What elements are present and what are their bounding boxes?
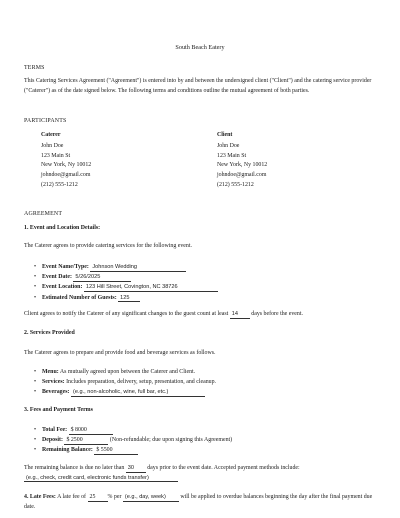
late-fee-percent-field[interactable]: 25 <box>88 494 108 502</box>
deposit-label: Deposit: <box>42 437 63 444</box>
client-street: 123 Main St <box>217 152 247 159</box>
client-block <box>217 131 337 191</box>
participants-heading: PARTICIPANTS <box>24 118 67 124</box>
late-fees-pre: A late fee of <box>57 494 87 500</box>
guest-notice-post: days before the event. <box>251 311 303 317</box>
section1-heading: 1. Event and Location Details: <box>24 225 101 231</box>
terms-heading: TERMS <box>24 65 45 71</box>
services-text: Includes preparation, delivery, setup, presentation, and cleanup. <box>66 379 216 386</box>
balance-due-post: days prior to the event date. Accepted payment methods include: <box>147 465 300 471</box>
payment-methods-field[interactable]: (e.g., check, credit card, electronic funds transfer) <box>24 475 178 483</box>
caterer-label: Caterer <box>41 132 61 138</box>
list-item <box>24 445 382 455</box>
services-list <box>24 367 382 398</box>
client-email: johndoe@gmail.com <box>217 172 267 179</box>
list-item <box>24 435 382 445</box>
late-fees-post: will be applied to overdue balances beginning the day after the final payment due date. <box>24 494 373 510</box>
caterer-block <box>41 131 161 191</box>
guest-count-label: Estimated Number of Guests: <box>42 294 117 301</box>
list-item <box>24 367 382 377</box>
guest-notice-text <box>24 310 382 319</box>
menu-label: Menu: <box>42 369 59 375</box>
event-name-label: Event Name/Type: <box>42 264 89 270</box>
fees-list <box>24 425 382 456</box>
notice-days-field[interactable]: 14 <box>230 311 250 319</box>
section2-heading: 2. Services Provided <box>24 330 75 336</box>
caterer-email: johndoe@gmail.com <box>41 172 91 179</box>
services-label: Services: <box>42 379 65 386</box>
event-location-label: Event Location: <box>42 284 83 291</box>
list-item <box>24 282 382 292</box>
caterer-name: John Doe <box>41 142 64 149</box>
event-name-field[interactable]: Johnson Wedding <box>90 264 186 272</box>
list-item <box>24 377 382 387</box>
remaining-balance-field[interactable]: $ 5500 <box>94 447 138 455</box>
menu-text: As mutually agreed upon between the Caterer and Client. <box>59 369 196 375</box>
deposit-field[interactable]: $ 2500 <box>64 437 108 445</box>
event-location-field[interactable]: 123 Hill Street, Covington, NC 38726 <box>84 284 218 292</box>
remaining-balance-label: Remaining Balance: <box>42 447 93 454</box>
late-fees-label: 4. Late Fees: <box>24 494 56 500</box>
list-item <box>24 387 382 397</box>
caterer-street: 123 Main St <box>41 152 71 159</box>
late-fees-mid: % per <box>107 494 122 500</box>
client-city: New York, Ny 10012 <box>217 162 268 169</box>
list-item <box>24 262 382 272</box>
late-fee-period-field[interactable]: (e.g., day, week) <box>123 494 179 502</box>
caterer-phone: (212) 555-1212 <box>41 181 78 188</box>
total-fee-label: Total Fee: <box>42 427 68 433</box>
beverages-field[interactable]: (e.g., non-alcoholic, wine, full bar, etc.) <box>71 389 205 397</box>
list-item <box>24 425 382 435</box>
section1-intro: The Caterer agrees to provide catering services for the following event. <box>24 243 192 249</box>
section3-heading: 3. Fees and Payment Terms <box>24 407 93 413</box>
total-fee-field[interactable]: $ 8000 <box>69 427 113 435</box>
agreement-heading: AGREEMENT <box>24 211 63 217</box>
client-name: John Doe <box>217 142 240 149</box>
event-date-label: Event Date: <box>42 274 72 281</box>
late-fees-text <box>24 493 382 512</box>
balance-days-field[interactable]: 30 <box>126 465 146 473</box>
guest-notice-pre: Client agrees to notify the Caterer of any significant changes to the guest count at least <box>24 311 229 317</box>
client-phone: (212) 555-1212 <box>217 181 254 188</box>
balance-due-text <box>24 464 382 483</box>
list-item <box>24 272 382 282</box>
balance-due-pre: The remaining balance is due no later than <box>24 465 125 471</box>
terms-text: This Catering Services Agreement ("Agreement") is entered into by and between the undersigned client ("Client") and the catering service provider ("Caterer") as of the date signed below. The following terms and conditions outline the mutual agreement of both parties. <box>24 78 372 94</box>
event-details-list <box>24 262 382 303</box>
caterer-city: New York, Ny 10012 <box>41 162 92 169</box>
document-title: South Beach Eatery <box>175 44 225 51</box>
event-date-field[interactable]: 5/26/2025 <box>73 274 131 282</box>
deposit-note: (Non-refundable; due upon signing this Agreement) <box>109 437 233 444</box>
beverages-label: Beverages: <box>42 389 70 396</box>
list-item <box>24 293 382 303</box>
section2-intro: The Caterer agrees to prepare and provide food and beverage services as follows. <box>24 350 216 356</box>
client-label: Client <box>217 132 233 138</box>
guest-count-field[interactable]: 125 <box>118 295 140 303</box>
